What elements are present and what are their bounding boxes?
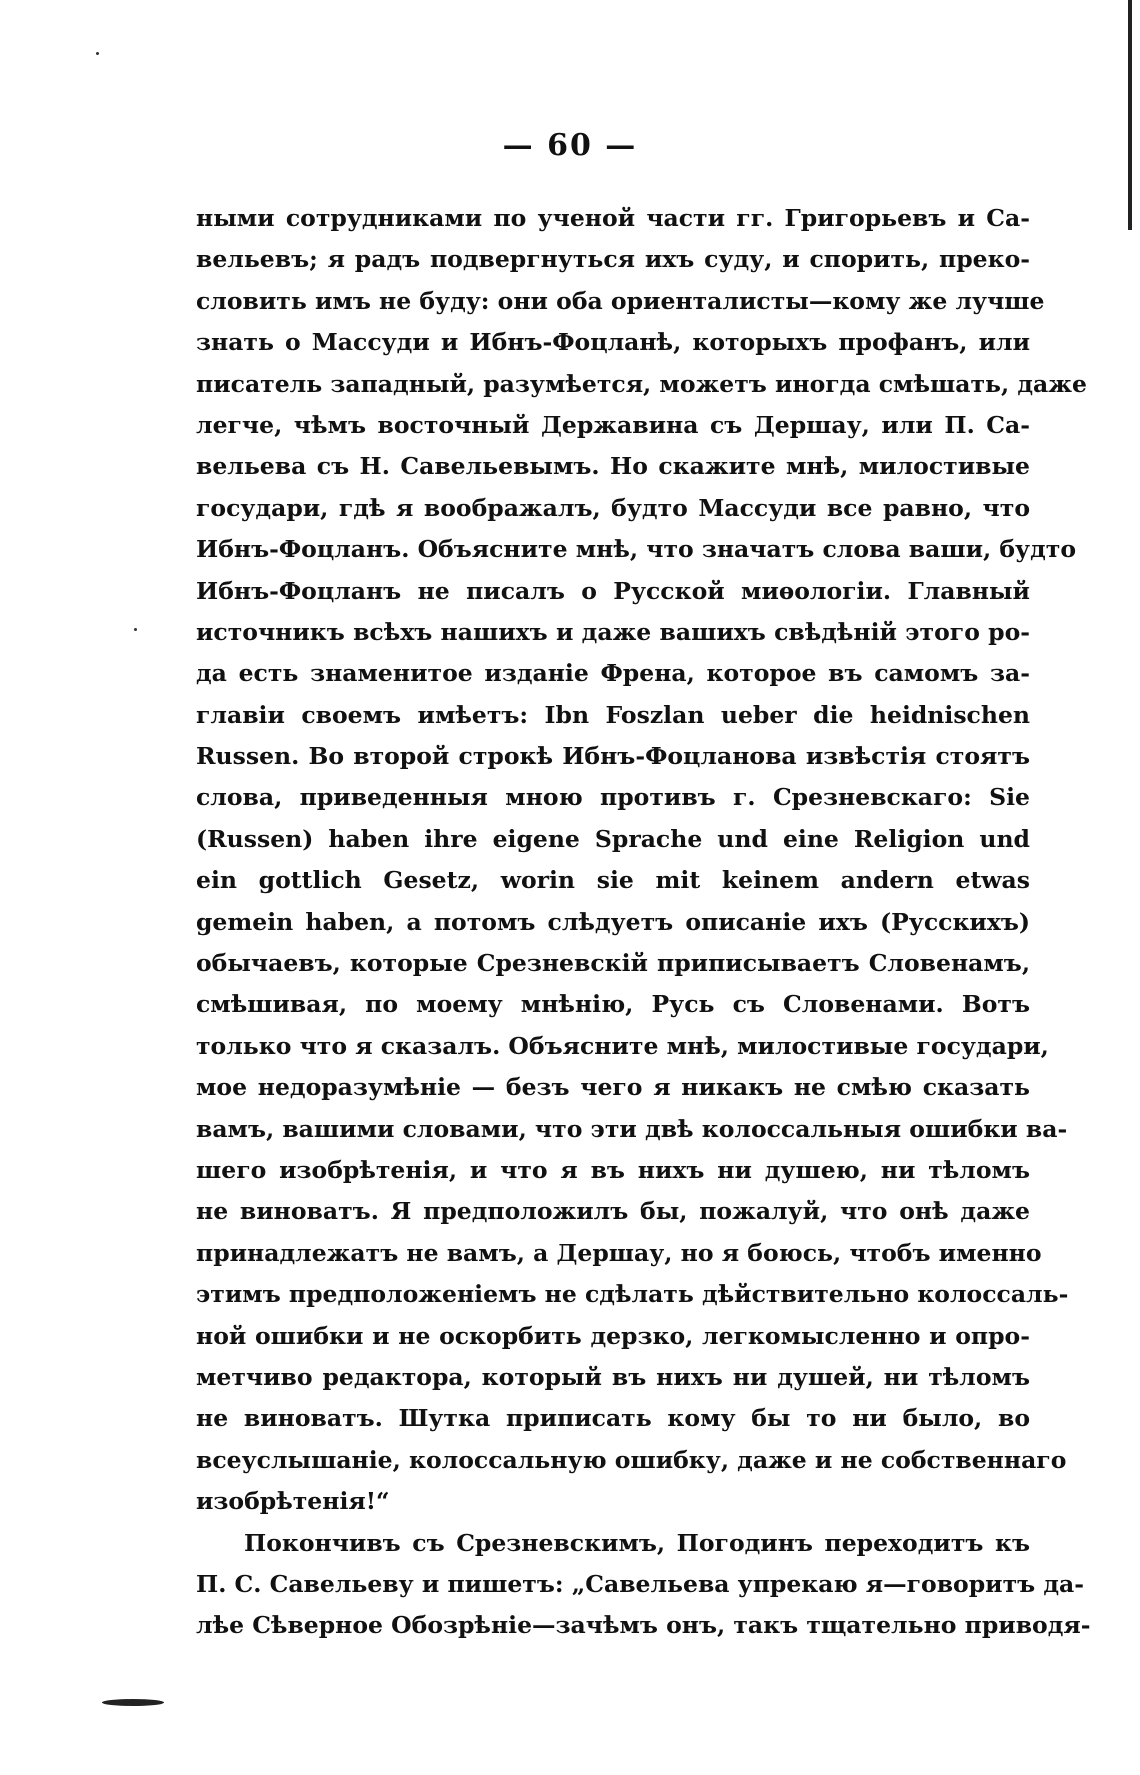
text-line: Ибнъ-Фоцланъ. Объясните мнѣ, что значатъ слова ваши, будто bbox=[196, 535, 1076, 564]
text-line: вельева съ Н. Савельевымъ. Но скажите мнѣ, милостивые bbox=[196, 452, 1030, 481]
text-line: слова, приведенныя мною противъ г. Срезневскаго: Sie bbox=[196, 783, 1030, 812]
text-line: обычаевъ, которые Срезневскій приписываетъ Словенамъ, bbox=[196, 949, 1030, 978]
text-line: только что я сказалъ. Объясните мнѣ, милостивые государи, bbox=[196, 1031, 1049, 1060]
text-line: не виноватъ. Шутка приписать кому бы то ни было, во bbox=[196, 1404, 1030, 1433]
text-line: лѣе Сѣверное Обозрѣніе—зачѣмъ онъ, такъ тщательно приводя- bbox=[196, 1611, 1091, 1640]
text-line: всеуслышаніе, колоссальную ошибку, даже и не собственнаго bbox=[196, 1445, 1067, 1474]
text-line: gemein haben, а потомъ слѣдуетъ описаніе ихъ (Русскихъ) bbox=[196, 907, 1030, 936]
body-text bbox=[196, 198, 1091, 1647]
text-line: этимъ предположеніемъ не сдѣлать дѣйствительно колоссаль- bbox=[196, 1280, 1069, 1309]
text-line: знать о Массуди и Ибнъ-Фоцланѣ, которыхъ профанъ, или bbox=[196, 328, 1030, 357]
text-line: государи, гдѣ я воображалъ, будто Массуди все равно, что bbox=[196, 493, 1030, 522]
text-line: метчиво редактора, который въ нихъ ни душей, ни тѣломъ bbox=[196, 1362, 1030, 1391]
text-line: П. С. Савельеву и пишетъ: „Савельева упрекаю я—говоритъ да- bbox=[196, 1569, 1084, 1598]
text-line: главіи своемъ имѣетъ: Ibn Foszlan ueber die heidnischen bbox=[196, 700, 1030, 729]
text-line: ein gottlich Gesetz, worin sie mit keinem andern etwas bbox=[196, 866, 1030, 895]
text-line: (Russen) haben ihre eigene Sprache und eine Religion und bbox=[196, 824, 1030, 853]
text-line: принадлежатъ не вамъ, а Дершау, но я боюсь, чтобъ именно bbox=[196, 1238, 1042, 1267]
text-line: изобрѣтенія!“ bbox=[196, 1487, 390, 1516]
paragraph-first-line: Покончивъ съ Срезневскимъ, Погодинъ переходитъ къ bbox=[244, 1528, 1030, 1557]
text-line: Ибнъ-Фоцланъ не писалъ о Русской миѳологіи. Главный bbox=[196, 576, 1030, 605]
speck bbox=[96, 52, 99, 55]
text-line: не виноватъ. Я предположилъ бы, пожалуй, что онѣ даже bbox=[196, 1197, 1030, 1226]
text-line: ной ошибки и не оскорбить дерзко, легкомысленно и опро- bbox=[196, 1321, 1030, 1350]
text-line: шего изобрѣтенія, и что я въ нихъ ни душею, ни тѣломъ bbox=[196, 1155, 1030, 1184]
text-line: вамъ, вашими словами, что эти двѣ колоссальныя ошибки ва- bbox=[196, 1114, 1068, 1143]
page-edge-line bbox=[1128, 0, 1132, 230]
page-number: — 60 — bbox=[502, 128, 638, 163]
text-line: источникъ всѣхъ нашихъ и даже вашихъ свѣдѣній этого ро- bbox=[196, 617, 1030, 646]
text-line: словить имъ не буду: они оба ориенталисты—кому же лучше bbox=[196, 286, 1045, 315]
text-line: вельевъ; я радъ подвергнуться ихъ суду, и спорить, прекo- bbox=[196, 245, 1030, 274]
text-line: ными сотрудниками по ученой части гг. Григорьевъ и Са- bbox=[196, 204, 1030, 232]
text-line: мое недоразумѣніе — безъ чего я никакъ не смѣю сказать bbox=[196, 1073, 1030, 1102]
ink-smudge bbox=[102, 1699, 164, 1706]
text-line: легче, чѣмъ восточный Державина съ Дершау, или П. Са- bbox=[196, 410, 1030, 439]
text-line: писатель западный, разумѣется, можетъ иногда смѣшать, даже bbox=[196, 369, 1087, 398]
text-line: да есть знаменитое изданіе Френа, которое въ самомъ за- bbox=[196, 659, 1030, 688]
text-line: Russen. Во второй строкѣ Ибнъ-Фоцланова извѣстія стоятъ bbox=[196, 742, 1030, 771]
speck bbox=[134, 628, 137, 631]
text-line: смѣшивая, по моему мнѣнію, Русь съ Словенами. Вотъ bbox=[196, 990, 1030, 1019]
